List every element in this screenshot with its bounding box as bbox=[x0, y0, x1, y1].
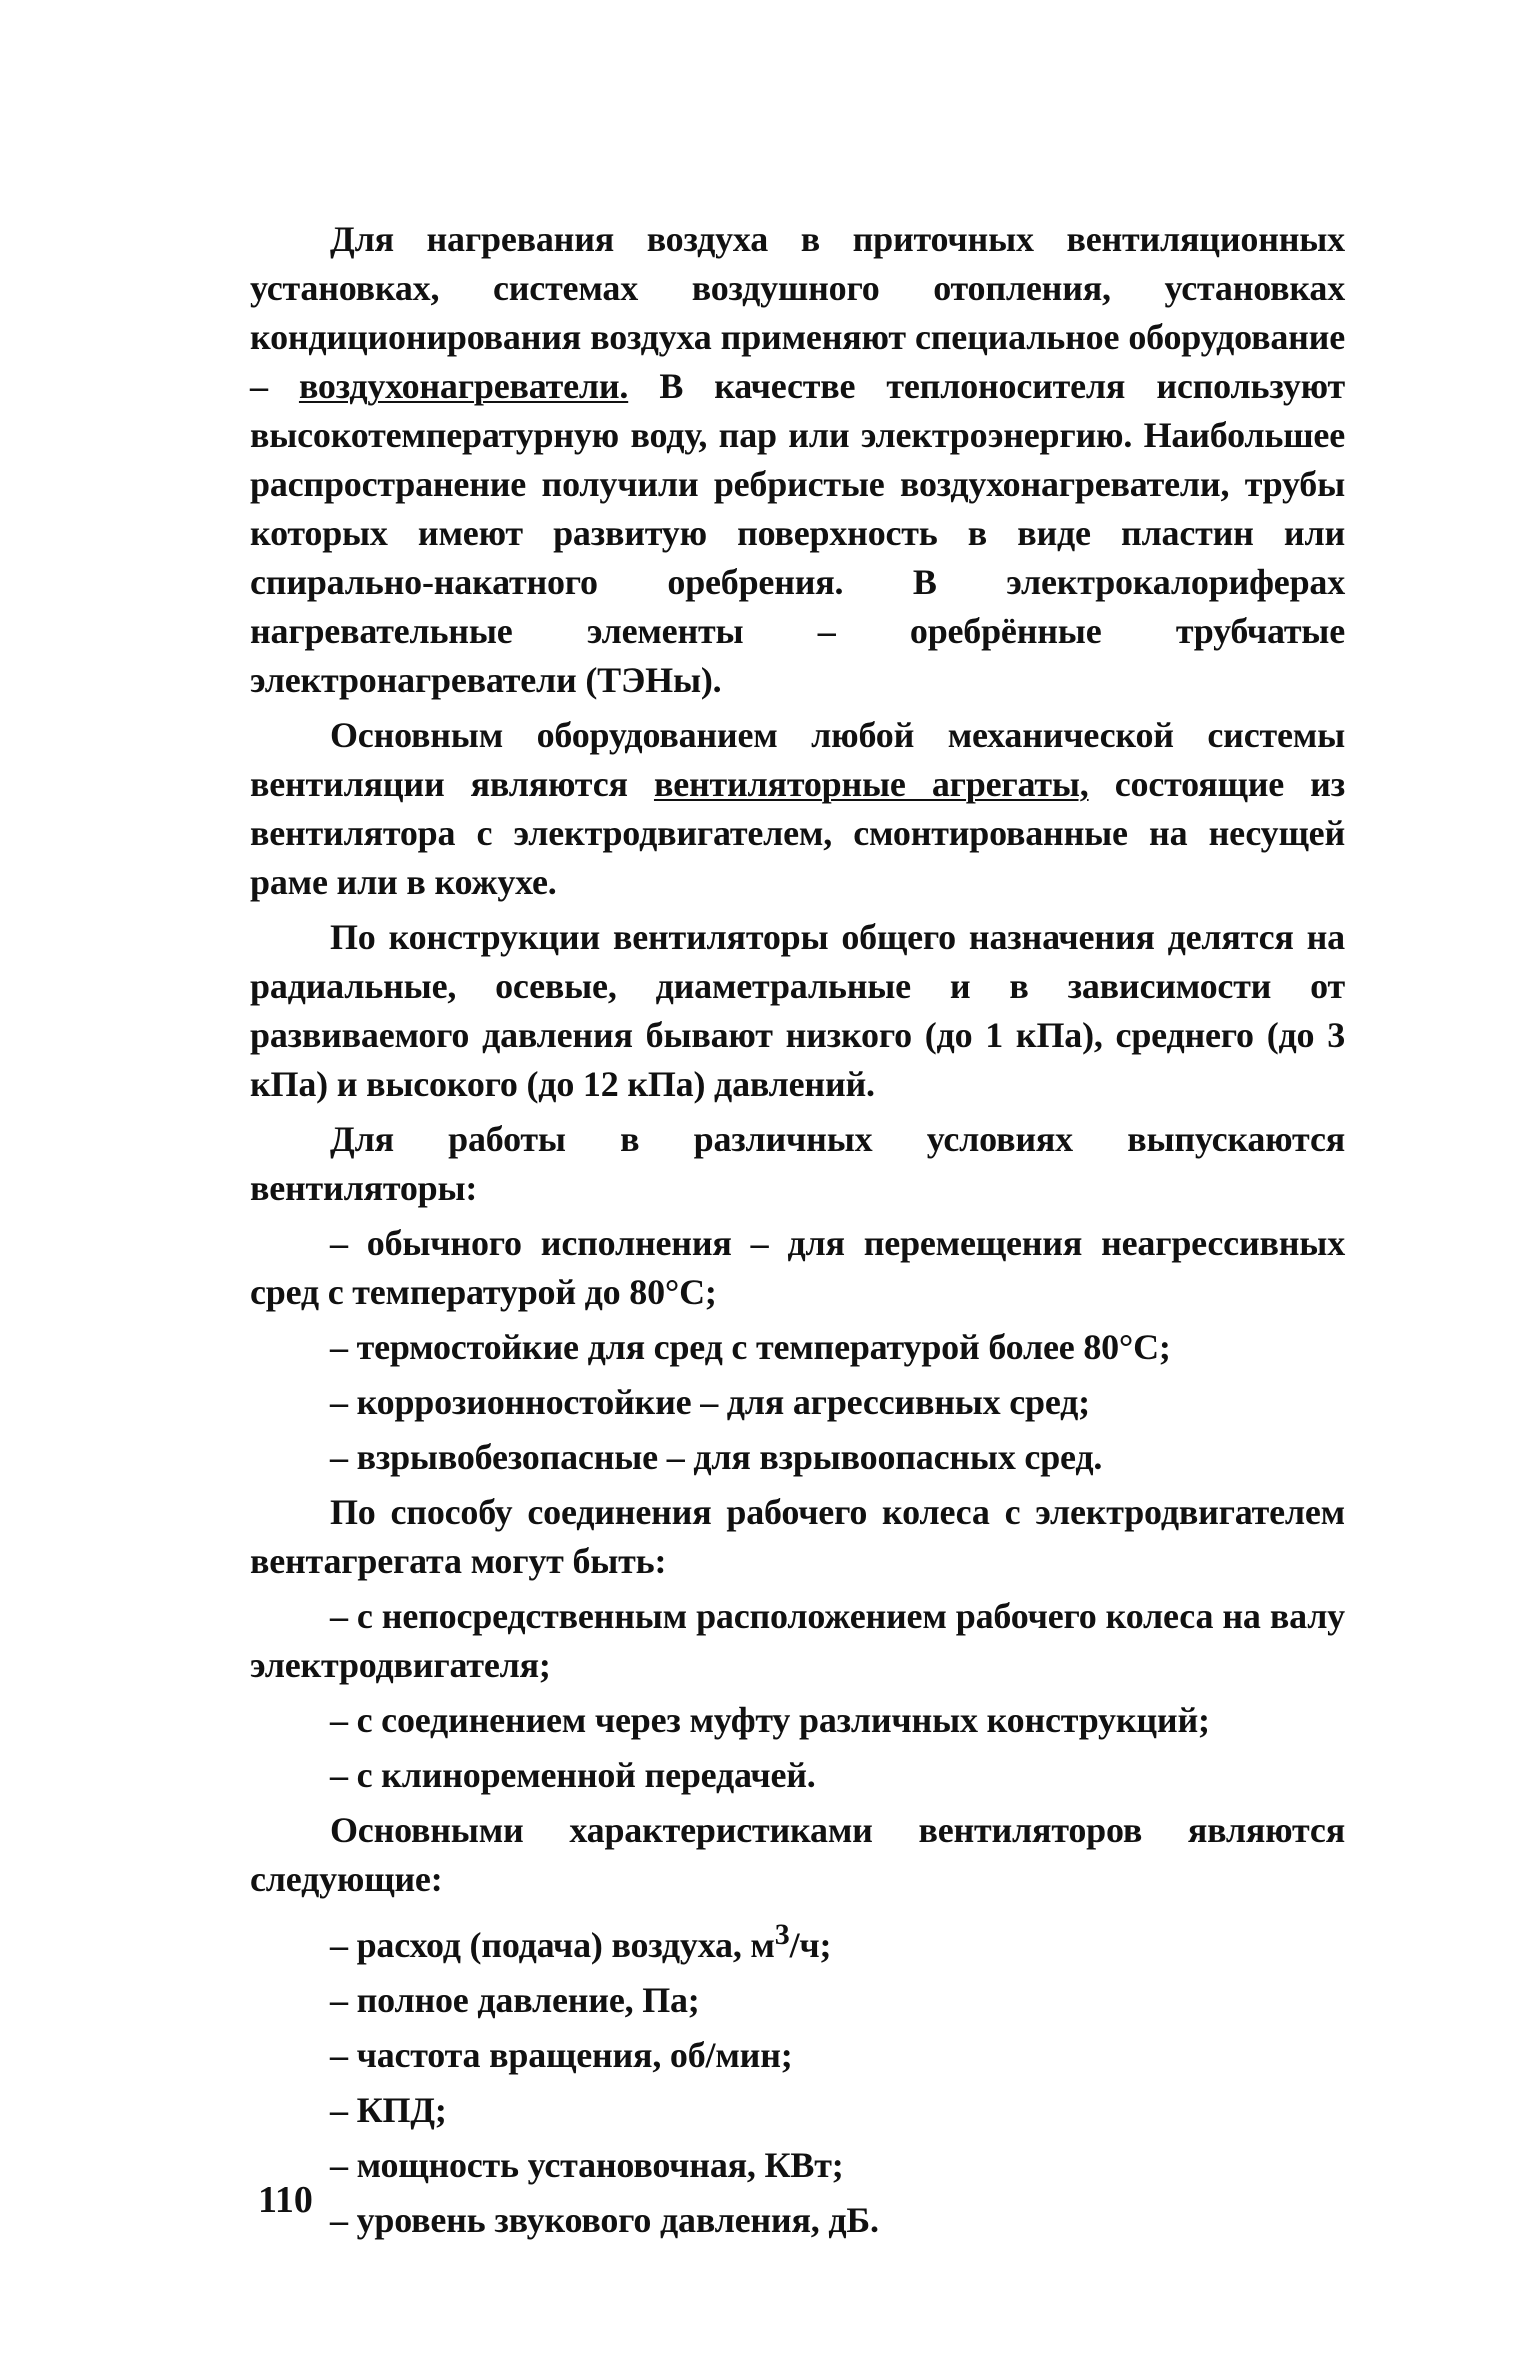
list-item: – мощность установочная, КВт; bbox=[330, 2145, 844, 2185]
list-item-text: – расход (подача) воздуха, м bbox=[330, 1925, 775, 1965]
list-item: – частота вращения, об/мин; bbox=[330, 2035, 793, 2075]
page-number: 110 bbox=[258, 2179, 313, 2221]
list-item: – взрывобезопасные – для взрывоопасных сред. bbox=[330, 1437, 1103, 1477]
paragraph-text: состоящие из вентилятора с электродвигателем, смонтированные на несущей раме или в кожухе. bbox=[250, 764, 1345, 902]
list-item bbox=[250, 1910, 1345, 1970]
paragraph-text: В качестве теплоносителя используют высокотемпературную воду, пар или электроэнергию. Наибольшее распространение получили ребристые воздухонагреватели, трубы которых имеют развитую поверхность в виде пластин или спирально-накатного оребрения. В электрокалориферах нагревательные элементы – оребрённые трубчатые электронагреватели (ТЭНы). bbox=[250, 366, 1345, 700]
paragraph-fan-units bbox=[250, 711, 1345, 907]
paragraph-air-heaters bbox=[250, 215, 1345, 705]
term-fan-units: вентиляторные агрегаты, bbox=[653, 764, 1089, 804]
paragraph-text: Основным оборудованием любой механической системы вентиляции являются bbox=[250, 715, 1345, 804]
list-item: – с непосредственным расположением рабочего колеса на валу электродвигателя; bbox=[250, 1596, 1345, 1685]
list-item: – коррозионностойкие – для агрессивных сред; bbox=[330, 1382, 1090, 1422]
list-item: – полное давление, Па; bbox=[330, 1980, 700, 2020]
superscript: 3 bbox=[774, 1918, 790, 1951]
paragraph-fan-conditions: Для работы в различных условиях выпускаются вентиляторы: bbox=[250, 1119, 1345, 1208]
paragraph-text: Для нагревания воздуха в приточных вентиляционных установках, системах воздушного отопления, установках кондиционирования воздуха применяют специальное оборудование – bbox=[250, 219, 1345, 406]
list-item: – КПД; bbox=[330, 2090, 447, 2130]
paragraph-characteristics: Основными характеристиками вентиляторов являются следующие: bbox=[250, 1810, 1345, 1899]
paragraph-connection: По способу соединения рабочего колеса с электродвигателем вентагрегата могут быть: bbox=[250, 1492, 1345, 1581]
list-item: – обычного исполнения – для перемещения неагрессивных сред с температурой до 80°С; bbox=[250, 1223, 1345, 1312]
list-item-text: /ч; bbox=[789, 1925, 832, 1965]
paragraph-fan-construction: По конструкции вентиляторы общего назначения делятся на радиальные, осевые, диаметральные и в зависимости от развиваемого давления бывают низкого (до 1 кПа), среднего (до 3 кПа) и высокого (до 12 кПа) давлений. bbox=[250, 917, 1345, 1104]
list-item: – с соединением через муфту различных конструкций; bbox=[330, 1700, 1210, 1740]
list-item: – термостойкие для сред с температурой более 80°С; bbox=[330, 1327, 1171, 1367]
list-item: – с клиноременной передачей. bbox=[330, 1755, 816, 1795]
term-air-heaters: воздухонагреватели. bbox=[298, 366, 629, 406]
page-body bbox=[250, 215, 1345, 2251]
list-item: – уровень звукового давления, дБ. bbox=[330, 2200, 879, 2240]
